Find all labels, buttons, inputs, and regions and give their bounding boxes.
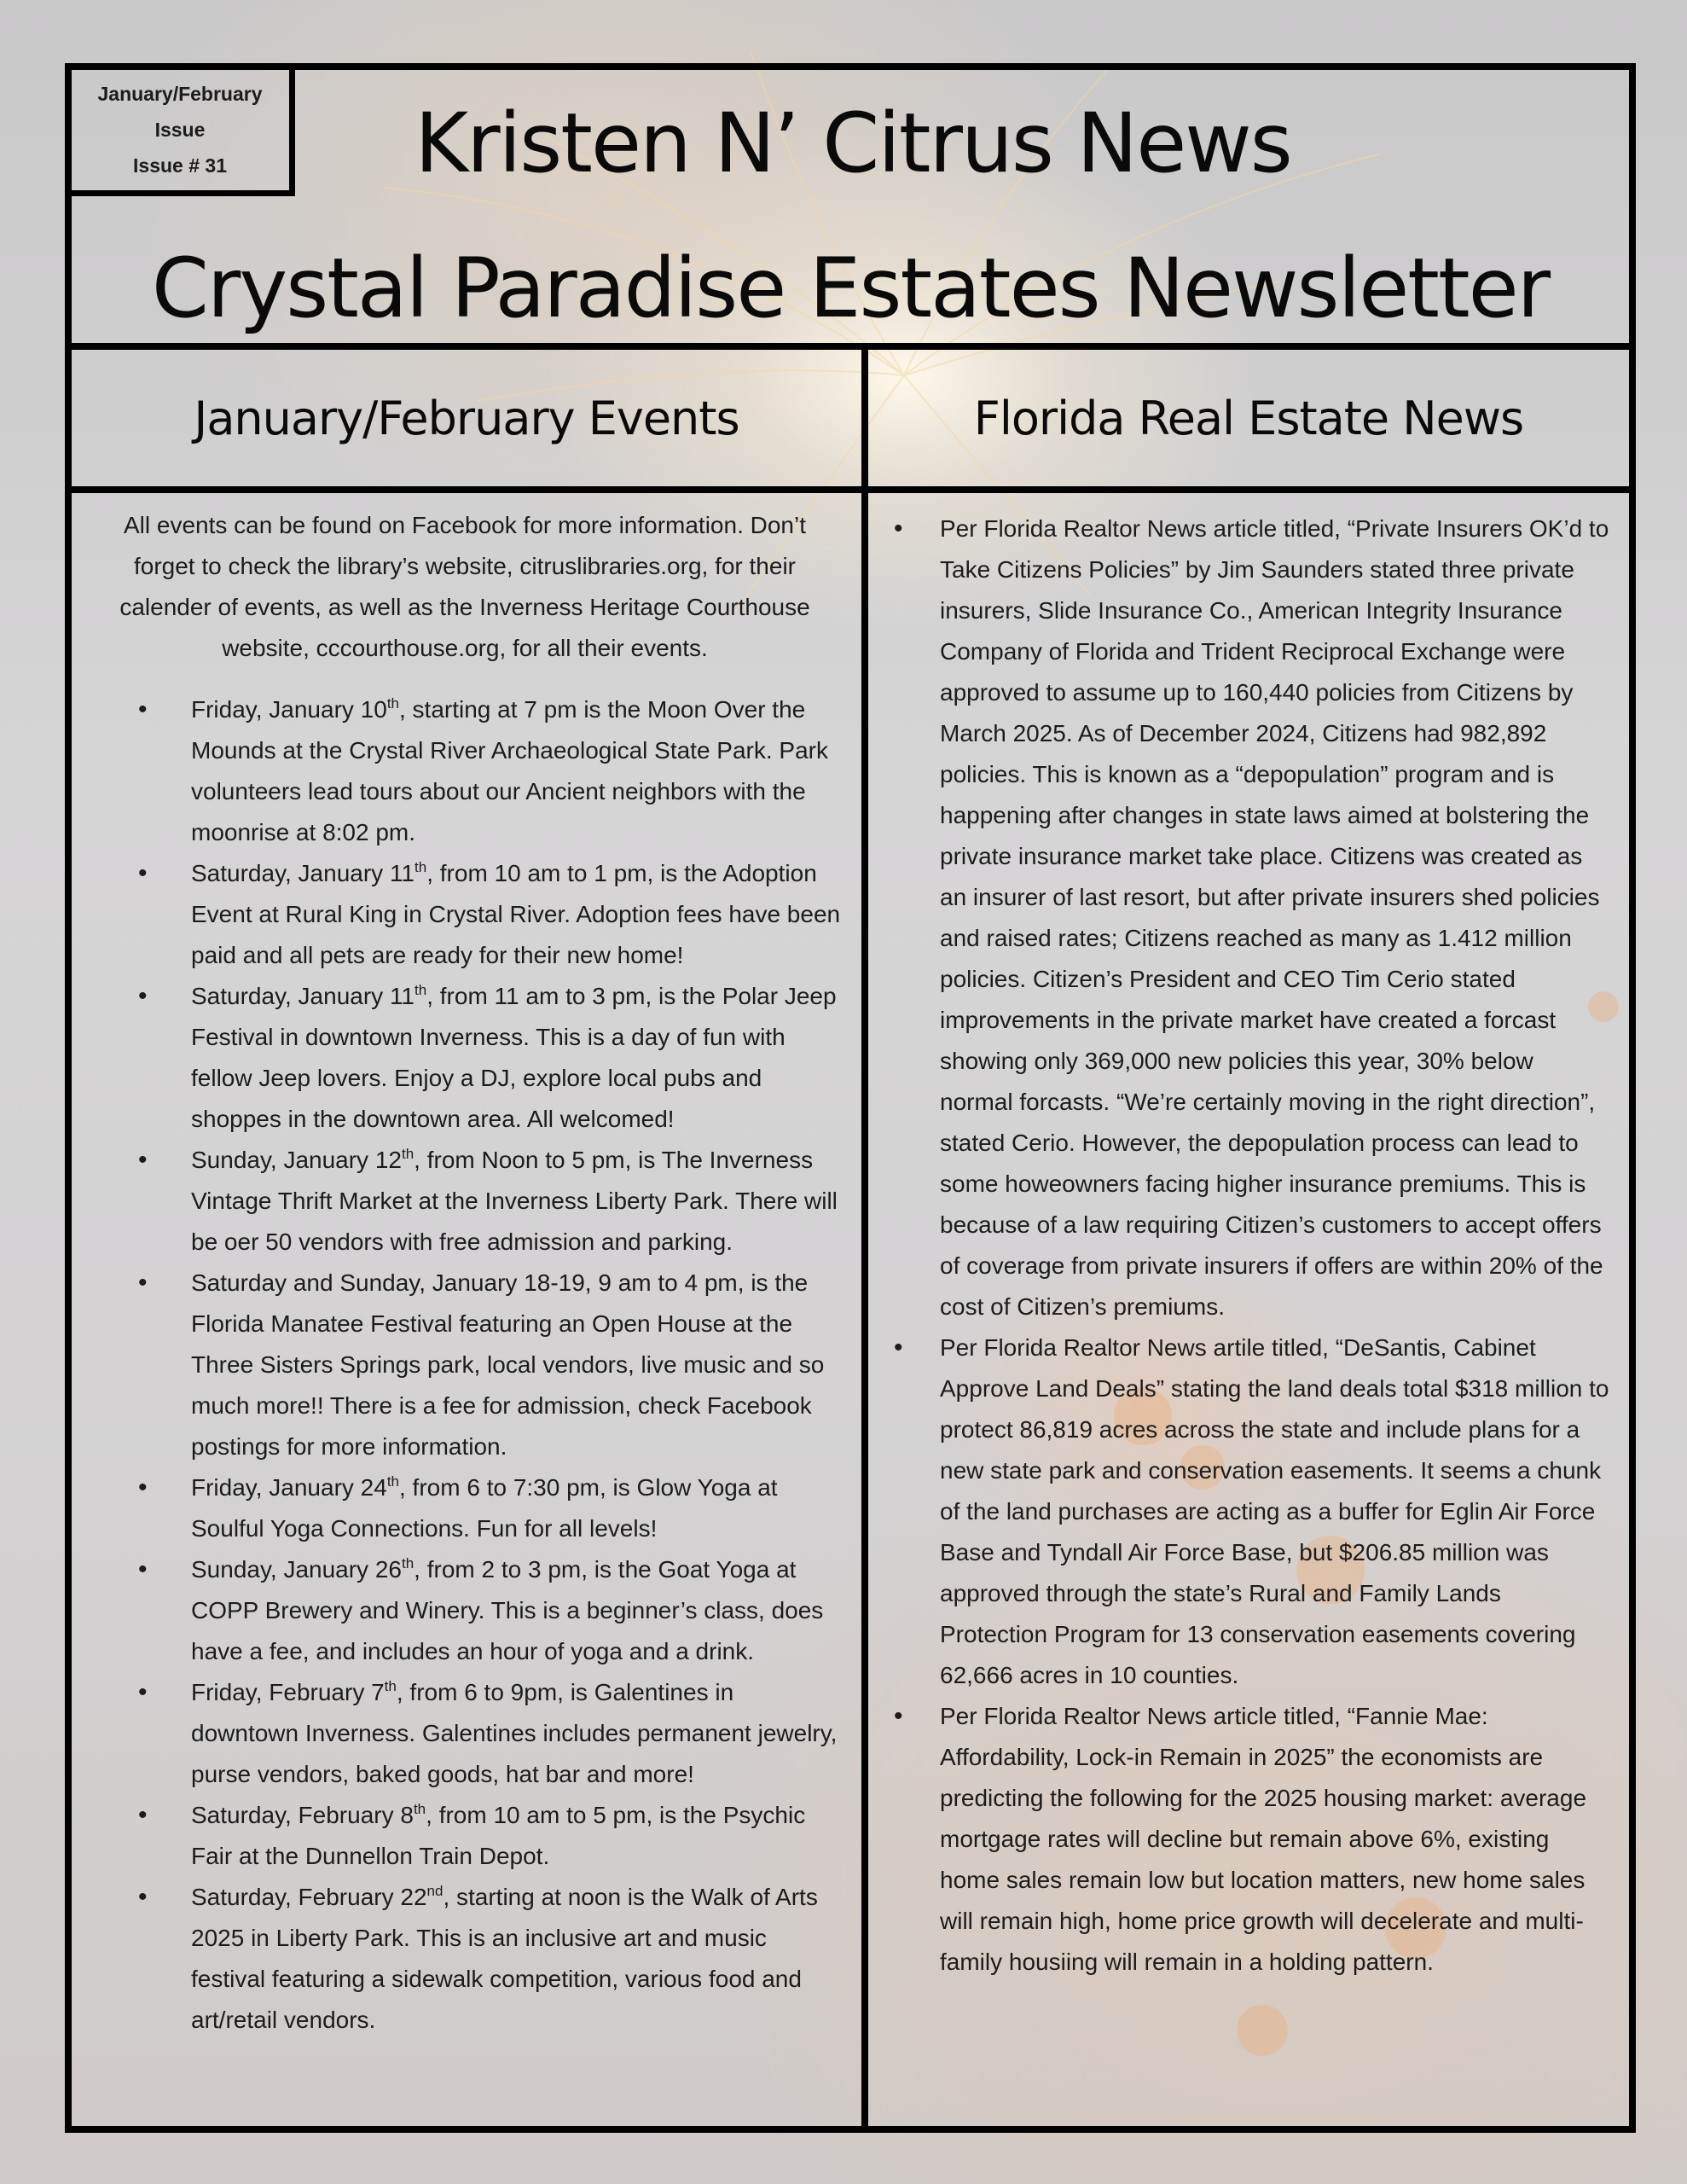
event-item: • Friday, February 7th, from 6 to 9pm, is Galentines in downtown Inverness. Galentines includes permanent jewelry, purse vendors, baked goods, hat bar and more! <box>94 1672 844 1795</box>
bullet-icon: • <box>138 1473 148 1502</box>
event-item: • Friday, January 24th, from 6 to 7:30 pm, is Glow Yoga at Soulful Yoga Connections. Fun for all levels! <box>94 1467 844 1549</box>
events-heading-box <box>65 343 868 493</box>
events-heading: January/February Events <box>194 391 739 445</box>
events-intro: All events can be found on Facebook for more information. Don’t forget to check the library’s website, citruslibraries.org, for their calender of events, as well as the Inverness Heritage Courthouse website, cccourthouse.org, for all their events. <box>119 512 810 661</box>
real-estate-heading: Florida Real Estate News <box>973 391 1524 445</box>
news-article: • Per Florida Realtor News article titled, “Private Insurers OK’d to Take Citizens Policies” by Jim Saunders stated three private insurers, Slide Insurance Co., American Integrity Insurance Company of Florida and Trident Reciprocal Exchange were approved to assume up to 160,440 policies from Citizens by March 2025. As of December 2024, Citizens had 982,892 policies. This is known as a “depopulation” program and is happening after changes in state laws aimed at bolstering the private insurance market take place. Citizens was created as an insurer of last resort, but after private insurers shed policies and raised rates; Citizens reached as many as 1.412 million policies. Citizen’s President and CEO Tim Cerio stated improvements in the private market have created a forcast showing only 369,000 new policies this year, 30% below normal forcasts. “We’re certainly moving in the right direction”, stated Cerio. However, the depopulation process can lead to some howeowners facing higher insurance premiums. This is because of a law requiring Citizen’s customers to accept offers of coverage from private insurers if offers are within 20% of the cost of Citizen’s premiums. <box>882 508 1612 1327</box>
event-item: • Saturday, January 11th, from 10 am to 1 pm, is the Adoption Event at Rural King in Crystal River. Adoption fees have been paid and all pets are ready for their new home! <box>94 853 844 976</box>
events-list <box>94 689 844 2041</box>
event-item: • Sunday, January 26th, from 2 to 3 pm, is the Goat Yoga at COPP Brewery and Winery. This is a beginner’s class, does have a fee, and includes an hour of yoga and a drink. <box>94 1549 844 1672</box>
bullet-icon: • <box>138 1883 148 1911</box>
bullet-icon: • <box>138 1146 148 1174</box>
newsletter-subtitle: Crystal Paradise Estates Newsletter <box>151 241 1550 336</box>
event-item: • Friday, January 10th, starting at 7 pm is the Moon Over the Mounds at the Crystal River Archaeological State Park. Park volunteers lead tours about our Ancient neighbors with the moonrise at 8:02 pm. <box>94 689 844 853</box>
bullet-icon: • <box>894 1333 903 1362</box>
issue-label: Issue <box>154 119 206 141</box>
bullet-icon: • <box>138 1678 148 1706</box>
bullet-icon: • <box>138 1269 148 1297</box>
event-item: • Saturday, January 11th, from 11 am to 3 pm, is the Polar Jeep Festival in downtown Inverness. This is a day of fun with fellow Jeep lovers. Enjoy a DJ, explore local pubs and shoppes in the downtown area. All welcomed! <box>94 976 844 1140</box>
newsletter-title: Kristen N’ Citrus News <box>415 96 1291 191</box>
event-item: • Saturday, February 8th, from 10 am to 5 pm, is the Psychic Fair at the Dunnellon Train Depot. <box>94 1795 844 1877</box>
issue-months: January/February <box>97 83 263 105</box>
real-estate-heading-box <box>861 343 1636 493</box>
event-item: • Saturday and Sunday, January 18-19, 9 am to 4 pm, is the Florida Manatee Festival featuring an Open House at the Three Sisters Springs park, local vendors, live music and so much more!! There is a fee for admission, check Facebook postings for more information. <box>94 1263 844 1467</box>
bullet-icon: • <box>138 1801 148 1829</box>
news-article: • Per Florida Realtor News artile titled, “DeSantis, Cabinet Approve Land Deals” stating the land deals total $318 million to protect 86,819 acres across the state and include plans for a new state park and conservation easements. It seems a chunk of the land purchases are acting as a buffer for Eglin Air Force Base and Tyndall Air Force Base, but $206.85 million was approved through the state’s Rural and Family Lands Protection Program for 13 conservation easements covering 62,666 acres in 10 counties. <box>882 1327 1612 1696</box>
real-estate-news-list <box>882 508 1612 1983</box>
news-article: • Per Florida Realtor News article titled, “Fannie Mae: Affordability, Lock-in Remain in 2025” the economists are predicting the following for the 2025 housing market: average mortgage rates will decline but remain above 6%, existing home sales remain low but location matters, new home sales will remain high, home price growth will decelerate and multi-family housiing will remain in a holding pattern. <box>882 1696 1612 1983</box>
bullet-icon: • <box>138 982 148 1010</box>
bullet-icon: • <box>138 859 148 887</box>
event-item: • Saturday, February 22nd, starting at noon is the Walk of Arts 2025 in Liberty Park. This is an inclusive art and music festival featuring a sidewalk competition, various food and art/retail vendors. <box>94 1877 844 2041</box>
bullet-icon: • <box>894 514 903 543</box>
bullet-icon: • <box>138 1555 148 1583</box>
event-item: • Sunday, January 12th, from Noon to 5 pm, is The Inverness Vintage Thrift Market at the Inverness Liberty Park. There will be oer 50 vendors with free admission and parking. <box>94 1140 844 1263</box>
bullet-icon: • <box>138 695 148 723</box>
issue-number: Issue # 31 <box>133 154 227 177</box>
bullet-icon: • <box>894 1702 903 1730</box>
